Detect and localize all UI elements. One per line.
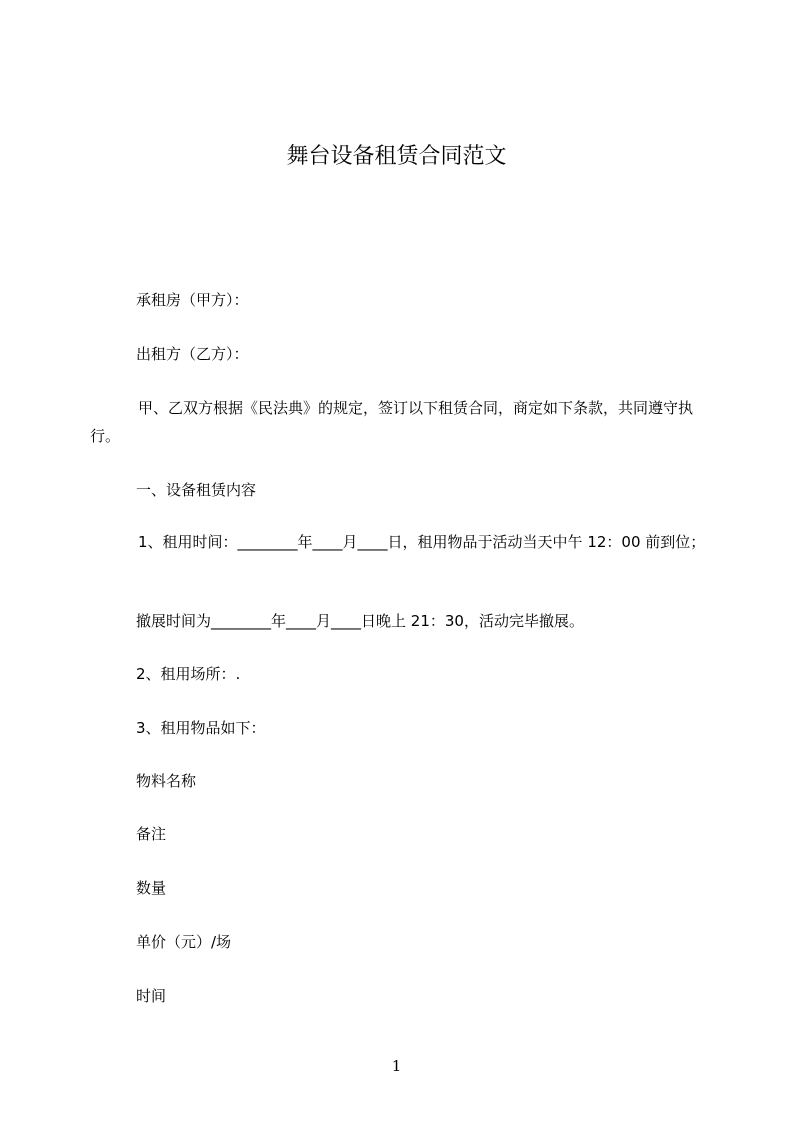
removal-time-paragraph: 撤展时间为________年____月____日晚上 21：30，活动完毕撤展。 (136, 612, 584, 630)
column-material-name: 物料名称 (136, 772, 197, 790)
column-time: 时间 (136, 987, 167, 1005)
document-title: 舞台设备租赁合同范文 (286, 144, 507, 169)
lessor-line: 出租方（乙方）： (136, 345, 249, 363)
column-remark: 备注 (136, 825, 167, 843)
page-number: 1 (391, 1057, 402, 1075)
intro-paragraph: 甲、乙双方根据《民法典》的规定，签订以下租赁合同，商定如下条款，共同遵守执行。 (90, 399, 694, 445)
rental-time-paragraph: 1、租用时间：________年____月____日，租用物品于活动当天中午 12：00 前到位； (138, 533, 706, 551)
section-heading-1: 一、设备租赁内容 (136, 481, 257, 499)
lessee-line: 承租房（甲方）： (136, 291, 249, 309)
column-unit-price: 单价（元）/场 (136, 933, 232, 951)
rental-venue-paragraph: 2、租用场所：. (136, 665, 241, 683)
column-quantity: 数量 (136, 879, 167, 897)
rental-items-paragraph: 3、租用物品如下： (136, 719, 266, 737)
